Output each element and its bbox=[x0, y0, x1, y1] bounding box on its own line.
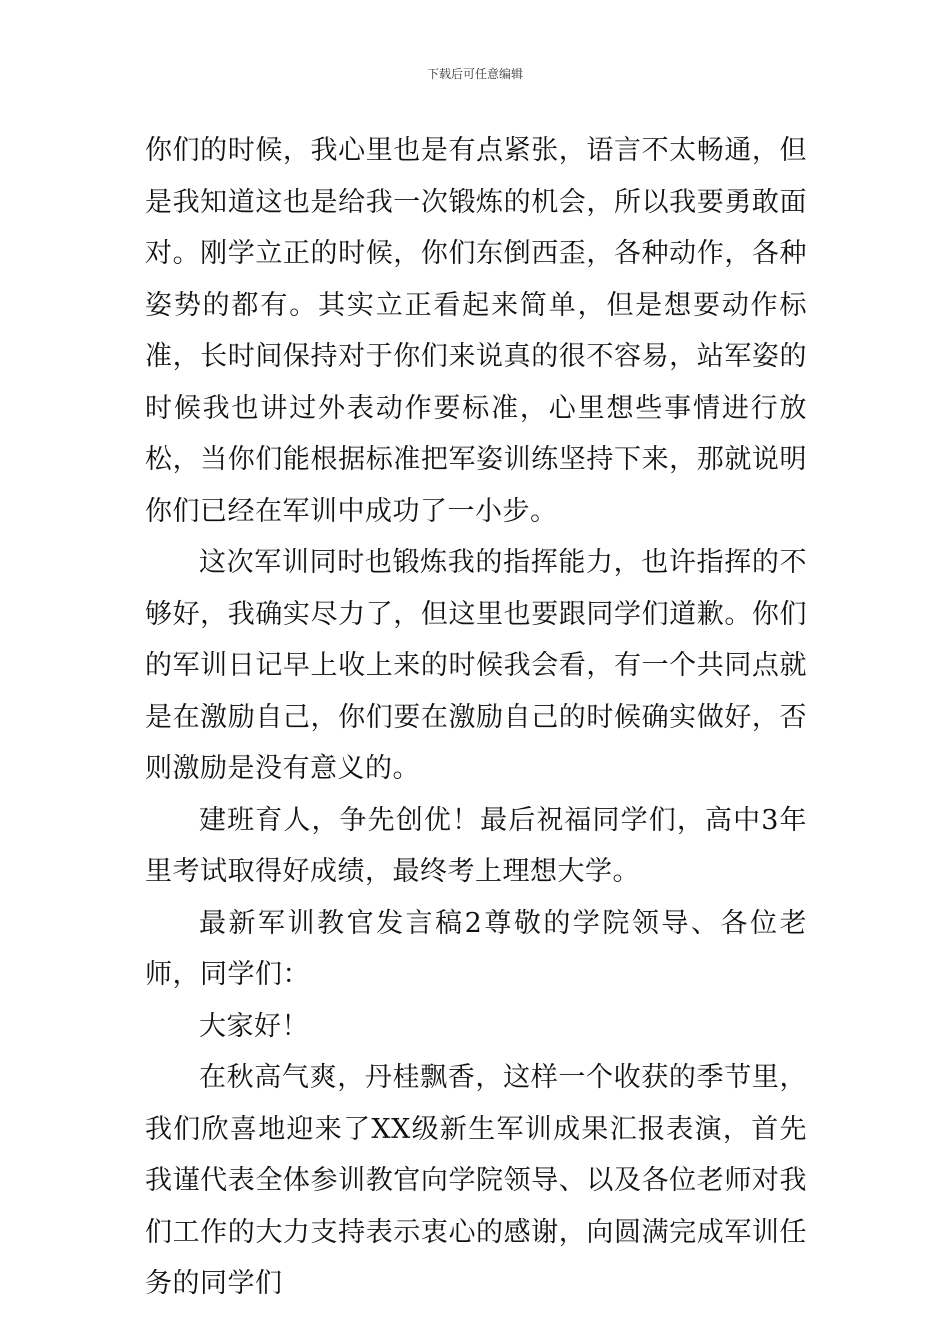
paragraph-2: 这次军训同时也锻炼我的指挥能力，也许指挥的不够好，我确实尽力了，但这里也要跟同学们道歉。你们的军训日记早上收上来的时候我会看，有一个共同点就是在激励自己，你们要在激励自己的时候确实做好，否则激励是没有意义的。 bbox=[145, 547, 807, 784]
paragraph-4: 最新军训教官发言稿2尊敬的学院领导、各位老师，同学们： bbox=[145, 907, 807, 990]
document-body bbox=[145, 125, 807, 1310]
page-header-note: 下载后可任意编辑 bbox=[426, 67, 523, 81]
paragraph-1: 你们的时候，我心里也是有点紧张，语言不太畅通，但是我知道这也是给我一次锻炼的机会，所以我要勇敢面对。刚学立正的时候，你们东倒西歪，各种动作，各种姿势的都有。其实立正看起来简单，但是想要动作标准，长时间保持对于你们来说真的很不容易，站军姿的时候我也讲过外表动作要标准，心里想些事情进行放松，当你们能根据标准把军姿训练坚持下来，那就说明你们已经在军训中成功了一小步。 bbox=[145, 135, 807, 527]
paragraph-6: 在秋高气爽，丹桂飘香，这样一个收获的季节里，我们欣喜地迎来了XX级新生军训成果汇报表演，首先我谨代表全体参训教官向学院领导、以及各位老师对我们工作的大力支持表示衷心的感谢，向圆满完成军训任务的同学们 bbox=[145, 1062, 807, 1299]
paragraph-5: 大家好！ bbox=[199, 1010, 309, 1042]
paragraph-3: 建班育人，争先创优！最后祝福同学们，高中3年里考试取得好成绩，最终考上理想大学。 bbox=[145, 804, 807, 887]
